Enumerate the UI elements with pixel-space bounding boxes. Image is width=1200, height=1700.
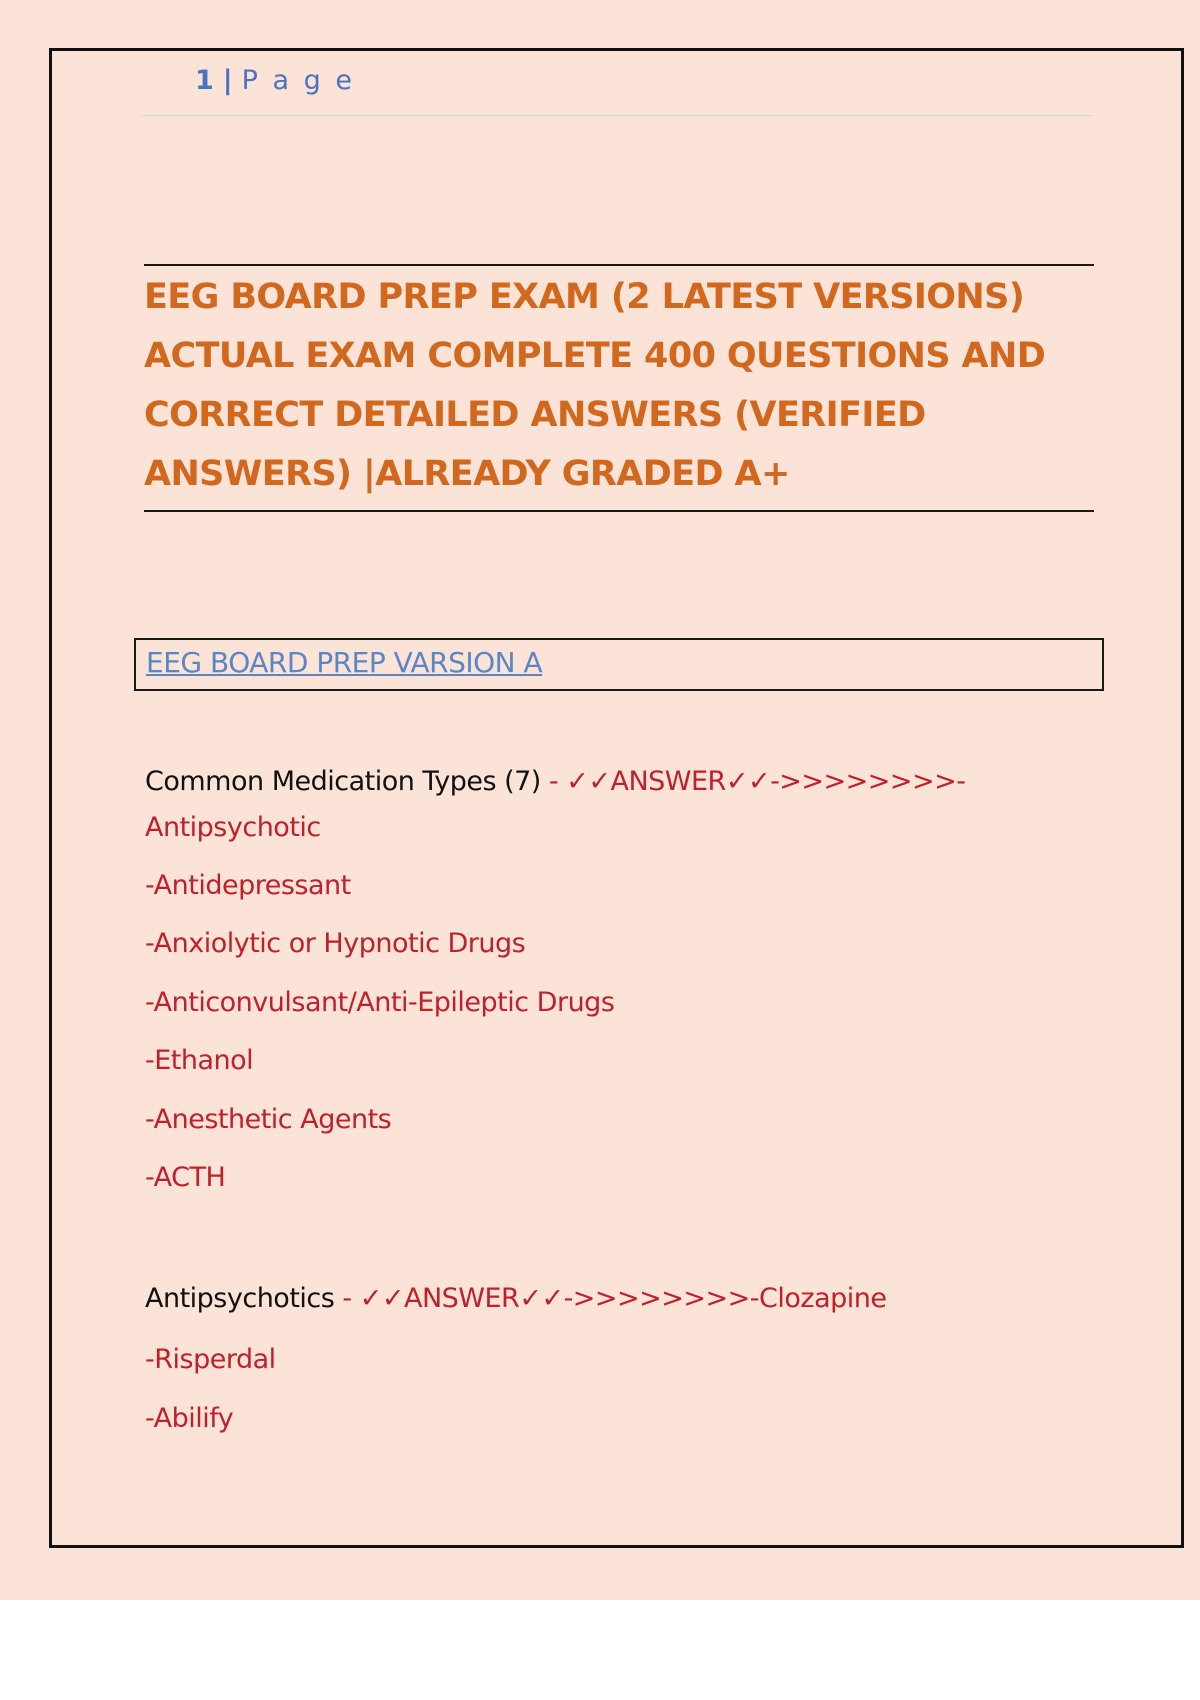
- answer-line: -Antidepressant: [145, 870, 351, 901]
- document-title: [144, 264, 1094, 512]
- answer-line: -Anxiolytic or Hypnotic Drugs: [145, 928, 526, 959]
- answer-marker: - ✓✓ANSWER✓✓->>>>>>>>-: [334, 1283, 760, 1314]
- title-line: CORRECT DETAILED ANSWERS (VERIFIED: [144, 395, 926, 435]
- page-number: 1: [195, 65, 217, 96]
- question-item: [145, 1283, 887, 1314]
- page-border: [49, 48, 1184, 1548]
- answer-line: -Risperdal: [145, 1344, 276, 1375]
- title-line: ANSWERS) |ALREADY GRADED A+: [144, 454, 790, 494]
- version-link[interactable]: EEG BOARD PREP VARSION A: [146, 646, 543, 679]
- answer-line: Antipsychotic: [145, 812, 321, 843]
- answer-line: -Abilify: [145, 1403, 234, 1434]
- title-line: ACTUAL EXAM COMPLETE 400 QUESTIONS AND: [144, 336, 1046, 376]
- answer-line: -Anticonvulsant/Anti-Epileptic Drugs: [145, 987, 615, 1018]
- page-label: P a g e: [241, 65, 355, 96]
- title-line: EEG BOARD PREP EXAM (2 LATEST VERSIONS): [144, 277, 1025, 317]
- answer-first: Clozapine: [759, 1283, 887, 1314]
- version-heading-box: [134, 638, 1104, 691]
- page-separator: |: [222, 65, 236, 96]
- answer-line: -Ethanol: [145, 1045, 254, 1076]
- question-item: [145, 766, 966, 797]
- page-header: [195, 65, 355, 96]
- question-text: Common Medication Types (7): [145, 766, 541, 797]
- question-text: Antipsychotics: [145, 1283, 335, 1314]
- answer-line: -ACTH: [145, 1162, 226, 1193]
- answer-marker: - ✓✓ANSWER✓✓->>>>>>>>-: [540, 766, 966, 797]
- header-divider: [142, 115, 1092, 116]
- answer-line: -Anesthetic Agents: [145, 1104, 392, 1135]
